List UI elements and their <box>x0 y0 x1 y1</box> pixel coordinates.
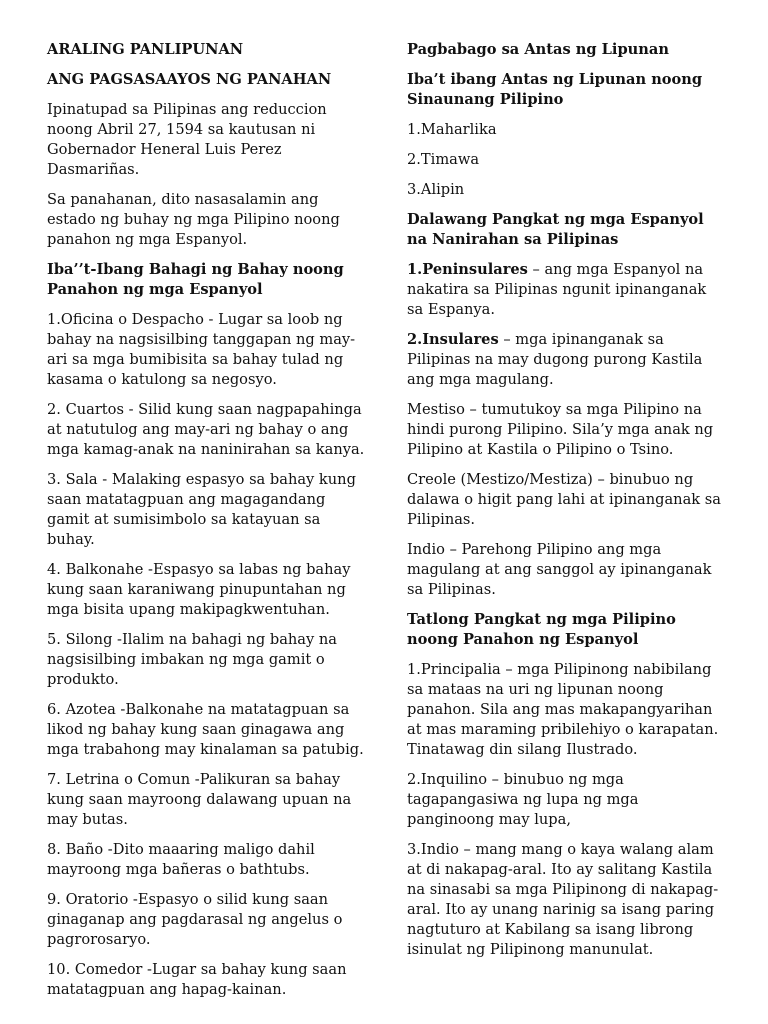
house-part-item: 7. Letrina o Comun -Palikuran sa bahay kung saan mayroong dalawang upuan na may butas. <box>47 771 352 828</box>
intro-paragraph-2: Sa panahanan, dito nasasalamin ang estado ng buhay ng mga Pilipino noong panahon ng mga Espanyol. <box>47 191 340 248</box>
social-level-item: 1.Maharlika <box>407 121 497 138</box>
indio-paragraph: Indio – Parehong Pilipino ang mga magulang at ang sanggol ay ipinanganak sa Pilipinas. <box>407 541 712 598</box>
subject-heading: ARALING PANLIPUNAN <box>47 41 244 58</box>
creole-paragraph: Creole (Mestizo/Mestiza) – binubuo ng dalawa o higit pang lahi at ipinanganak sa Pilipinas. <box>407 471 721 528</box>
house-part-item: 4. Balkonahe -Espasyo sa labas ng bahay kung saan karaniwang pinupuntahan ng mga bisita upang makipagkwentuhan. <box>47 561 351 618</box>
insulares-term: 2.Insulares <box>407 331 499 348</box>
house-part-item: 2. Cuartos - Silid kung saan nagpapahinga at natutulog ang may-ari ng bahay o ang mga kamag-anak na naninirahan sa kanya. <box>47 401 365 458</box>
left-column <box>47 40 365 1010</box>
filipino-groups-heading: Tatlong Pangkat ng mga Pilipino noong Panahon ng Espanyol <box>407 611 676 648</box>
document-title: ANG PAGSASAAYOS NG PANAHAN <box>47 71 332 88</box>
peninsulares-term: 1.Peninsulares <box>407 261 528 278</box>
social-level-item: 2.Timawa <box>407 151 480 168</box>
house-part-item: 6. Azotea -Balkonahe na matatagpuan sa likod ng bahay kung saan ginagawa ang mga trabahong may kinalaman sa patubig. <box>47 701 364 758</box>
filipino-group-item: 2.Inquilino – binubuo ng mga tagapangasiwa ng lupa ng mga panginoong may lupa, <box>407 771 639 828</box>
peninsulares-item <box>407 260 725 320</box>
house-part-item: 8. Baño -Dito maaaring maligo dahil mayroong mga bañeras o bathtubs. <box>47 841 315 878</box>
social-level-item: 3.Alipin <box>407 181 465 198</box>
intro-paragraph-1: Ipinatupad sa Pilipinas ang reduccion noong Abril 27, 1594 sa kautusan ni Gobernador Heneral Luis Perez Dasmariñas. <box>47 101 327 178</box>
right-column <box>407 40 725 970</box>
insulares-item <box>407 330 725 390</box>
house-part-item: 3. Sala - Malaking espasyo sa bahay kung saan matatagpuan ang magagandang gamit at sumisimbolo sa katayuan sa buhay. <box>47 471 356 548</box>
peninsulares-definition: – ang mga Espanyol na nakatira sa Pilipinas ngunit ipinanganak sa Espanya. <box>407 261 707 318</box>
filipino-group-item: 3.Indio – mang mang o kaya walang alam at di nakapag-aral. Ito ay salitang Kastila na sinasabi sa mga Pilipinong di nakapag-aral. Ito ay unang narinig sa isang paring nagtuturo at Kabilang sa isang librong isinulat ng Pilipinong manunulat. <box>407 841 719 958</box>
house-part-item: 1.Oficina o Despacho - Lugar sa loob ng bahay na nagsisilbing tanggapan ng may-ari sa mga bumibisita sa bahay tulad ng kasama o katulong sa negosyo. <box>47 311 356 388</box>
house-parts-heading: Iba’’t-Ibang Bahagi ng Bahay noong Panahon ng mga Espanyol <box>47 261 344 298</box>
mestiso-paragraph: Mestiso – tumutukoy sa mga Pilipino na hindi purong Pilipino. Sila’y mga anak ng Pilipino at Kastila o Pilipino o Tsino. <box>407 401 714 458</box>
social-levels-heading: Iba’t ibang Antas ng Lipunan noong Sinaunang Pilipino <box>407 71 703 108</box>
spanish-groups-heading: Dalawang Pangkat ng mga Espanyol na Nanirahan sa Pilipinas <box>407 211 704 248</box>
house-part-item: 9. Oratorio -Espasyo o silid kung saan ginaganap ang pagdarasal ng angelus o pagrorosaryo. <box>47 891 343 948</box>
house-part-item: 5. Silong -Ilalim na bahagi ng bahay na nagsisilbing imbakan ng mga gamit o produkto. <box>47 631 337 688</box>
insulares-definition: – mga ipinanganak sa Pilipinas na may dugong purong Kastila ang mga magulang. <box>407 331 703 388</box>
social-change-heading: Pagbabago sa Antas ng Lipunan <box>407 41 669 58</box>
filipino-group-item: 1.Principalia – mga Pilipinong nabibilang sa mataas na uri ng lipunan noong panahon. Sila ang mas makapangyarihan at mas maraming pribilehiyo o karapatan. Tinatawag din silang Ilustrado. <box>407 661 719 758</box>
house-part-item: 10. Comedor -Lugar sa bahay kung saan matatagpuan ang hapag-kainan. <box>47 961 347 998</box>
